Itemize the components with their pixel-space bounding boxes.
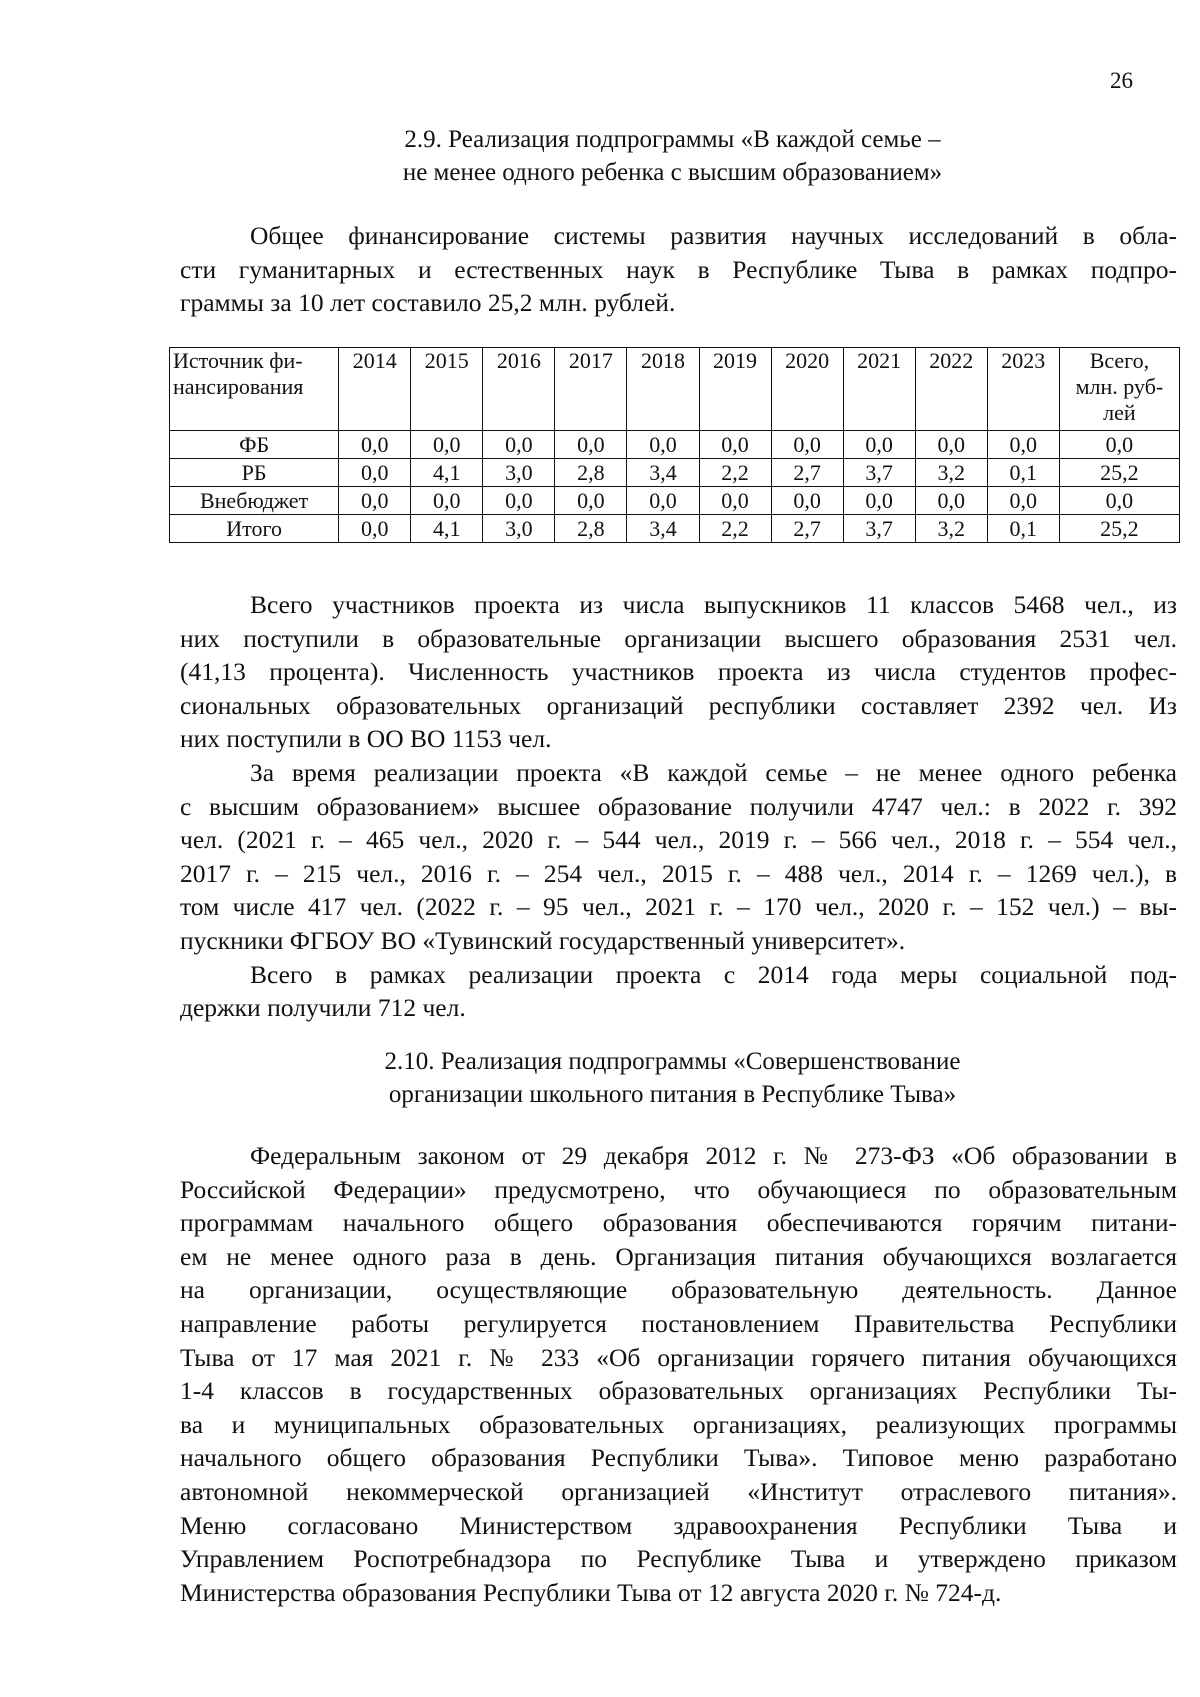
paragraph-line: Общее финансирование системы развития научных исследований в обла-	[250, 221, 1177, 250]
table-cell: 0,0	[627, 431, 699, 459]
paragraph-line: 1-4 классов в государственных образовательных организациях Республики Ты-	[180, 1376, 1177, 1406]
paragraph-line: сиональных образовательных организаций республики составляет 2392 чел. Из	[180, 690, 1177, 720]
table-row	[170, 487, 1180, 515]
table-cell: 0,0	[915, 487, 987, 515]
table-row	[170, 459, 1180, 487]
table-cell: 0,0	[987, 431, 1059, 459]
table-cell: 2,7	[771, 459, 843, 487]
table-cell: 0,0	[339, 459, 411, 487]
header-year: 2016	[483, 348, 555, 431]
table-header-row	[170, 348, 1180, 431]
section-title-line: 2.9. Реализация подпрограммы «В каждой семье –	[404, 126, 941, 153]
paragraph-line: Всего участников проекта из числа выпускников 11 классов 5468 чел., из	[250, 590, 1177, 619]
paragraph-line: том числе 417 чел. (2022 г. – 95 чел., 2021 г. – 170 чел., 2020 г. – 152 чел.) – вы-	[180, 892, 1177, 922]
header-year: 2015	[411, 348, 483, 431]
section-title-line: 2.10. Реализация подпрограммы «Совершенствование	[384, 1048, 961, 1075]
paragraph-line: (41,13 процента). Численность участников проекта из числа студентов профес-	[180, 657, 1177, 687]
paragraph-line: Меню согласовано Министерством здравоохранения Республики Тыва и	[180, 1510, 1177, 1540]
table-cell: 3,0	[483, 515, 555, 543]
header-total: Всего, млн. руб- лей	[1059, 348, 1179, 431]
section-title-line: не менее одного ребенка с высшим образованием»	[402, 159, 943, 186]
table-cell: 2,2	[699, 515, 771, 543]
section-2-9-title	[170, 123, 1175, 189]
paragraph-line: Министерства образования Республики Тыва от 12 августа 2020 г. № 724-д.	[180, 1577, 1002, 1607]
paragraph-line: с высшим образованием» высшее образование получили 4747 чел.: в 2022 г. 392	[180, 791, 1177, 821]
table-cell: 2,8	[555, 515, 627, 543]
table-cell: 2,7	[771, 515, 843, 543]
paragraph-line: начального общего образования Республики Тыва». Типовое меню разработано	[180, 1443, 1177, 1473]
financing-table	[169, 347, 1180, 543]
table-cell: 0,0	[771, 487, 843, 515]
table-row	[170, 515, 1180, 543]
header-year: 2017	[555, 348, 627, 431]
table-cell: 0,0	[627, 487, 699, 515]
row-label: Внебюджет	[170, 487, 339, 515]
paragraph-line: 2017 г. – 215 чел., 2016 г. – 254 чел., 2015 г. – 488 чел., 2014 г. – 1269 чел.), в	[180, 858, 1177, 888]
table-cell: 2,2	[699, 459, 771, 487]
paragraph-line: ем не менее одного раза в день. Организация питания обучающихся возлагается	[180, 1241, 1177, 1271]
header-year: 2019	[699, 348, 771, 431]
header-year: 2020	[771, 348, 843, 431]
participants-paragraph	[180, 588, 1177, 1025]
paragraph-line: автономной некоммерческой организацией «Институт отраслевого питания».	[180, 1476, 1177, 1506]
table-cell: 3,2	[915, 515, 987, 543]
paragraph-line: сти гуманитарных и естественных наук в Республике Тыва в рамках подпро-	[180, 254, 1177, 284]
table-cell: 0,0	[915, 431, 987, 459]
paragraph-line: Управлением Роспотребнадзора по Республике Тыва и утверждено приказом	[180, 1544, 1177, 1574]
table-cell: 2,8	[555, 459, 627, 487]
header-year: 2018	[627, 348, 699, 431]
row-label: Итого	[170, 515, 339, 543]
row-label: ФБ	[170, 431, 339, 459]
table-cell: 0,1	[987, 515, 1059, 543]
row-total: 0,0	[1059, 487, 1179, 515]
paragraph-line: держки получили 712 чел.	[180, 993, 466, 1023]
table-cell: 0,0	[843, 431, 915, 459]
table-cell: 0,0	[555, 487, 627, 515]
header-year: 2023	[987, 348, 1059, 431]
table-cell: 0,0	[987, 487, 1059, 515]
header-year: 2014	[339, 348, 411, 431]
table-cell: 3,7	[843, 515, 915, 543]
paragraph-line: программам начального общего образования обеспечиваются горячим питани-	[180, 1208, 1177, 1238]
table-cell: 3,7	[843, 459, 915, 487]
paragraph-line: направление работы регулируется постановлением Правительства Республики	[180, 1308, 1177, 1338]
row-total: 0,0	[1059, 431, 1179, 459]
table-cell: 0,0	[411, 487, 483, 515]
table-cell: 3,4	[627, 515, 699, 543]
table-cell: 3,0	[483, 459, 555, 487]
paragraph-line: Тыва от 17 мая 2021 г. № 233 «Об организации горячего питания обучающихся	[180, 1342, 1177, 1372]
paragraph-line: Всего в рамках реализации проекта с 2014 года меры социальной под-	[250, 959, 1177, 989]
table-cell: 0,0	[843, 487, 915, 515]
paragraph-line: чел. (2021 г. – 465 чел., 2020 г. – 544 чел., 2019 г. – 566 чел., 2018 г. – 554 чел.,	[180, 825, 1177, 855]
table-cell: 0,0	[483, 431, 555, 459]
table-cell: 0,0	[699, 487, 771, 515]
table-cell: 0,0	[339, 515, 411, 543]
school-nutrition-paragraph	[180, 1139, 1177, 1609]
paragraph-line: граммы за 10 лет составило 25,2 млн. рублей.	[180, 288, 676, 318]
table-cell: 3,4	[627, 459, 699, 487]
row-total: 25,2	[1059, 459, 1179, 487]
page-number: 26	[1110, 68, 1133, 93]
financing-intro-paragraph	[180, 219, 1177, 320]
header-year: 2022	[915, 348, 987, 431]
paragraph-line: них поступили в образовательные организации высшего образования 2531 чел.	[180, 623, 1177, 653]
table-cell: 0,0	[339, 487, 411, 515]
row-total: 25,2	[1059, 515, 1179, 543]
table-cell: 4,1	[411, 515, 483, 543]
table-cell: 0,0	[771, 431, 843, 459]
table-cell: 0,0	[339, 431, 411, 459]
table-cell: 0,0	[699, 431, 771, 459]
table-cell: 3,2	[915, 459, 987, 487]
paragraph-line: Российской Федерации» предусмотрено, что обучающиеся по образовательным	[180, 1174, 1177, 1204]
table-cell: 0,1	[987, 459, 1059, 487]
table-row	[170, 431, 1180, 459]
table-cell: 0,0	[483, 487, 555, 515]
table-cell: 4,1	[411, 459, 483, 487]
paragraph-line: них поступили в ОО ВО 1153 чел.	[180, 724, 552, 754]
paragraph-line: пускники ФГБОУ ВО «Тувинский государственный университет».	[180, 925, 906, 955]
paragraph-line: За время реализации проекта «В каждой семье – не менее одного ребенка	[250, 757, 1177, 787]
table-cell: 0,0	[411, 431, 483, 459]
paragraph-line: ва и муниципальных образовательных организациях, реализующих программы	[180, 1409, 1177, 1439]
header-source: Источник фи- нансирования	[170, 348, 339, 431]
table-cell: 0,0	[555, 431, 627, 459]
section-2-10-title	[170, 1045, 1175, 1111]
paragraph-line: Федеральным законом от 29 декабря 2012 г. № 273-ФЗ «Об образовании в	[250, 1141, 1177, 1170]
header-year: 2021	[843, 348, 915, 431]
section-title-line: организации школьного питания в Республике Тыва»	[388, 1081, 957, 1108]
paragraph-line: на организации, осуществляющие образовательную деятельность. Данное	[180, 1275, 1177, 1305]
row-label: РБ	[170, 459, 339, 487]
